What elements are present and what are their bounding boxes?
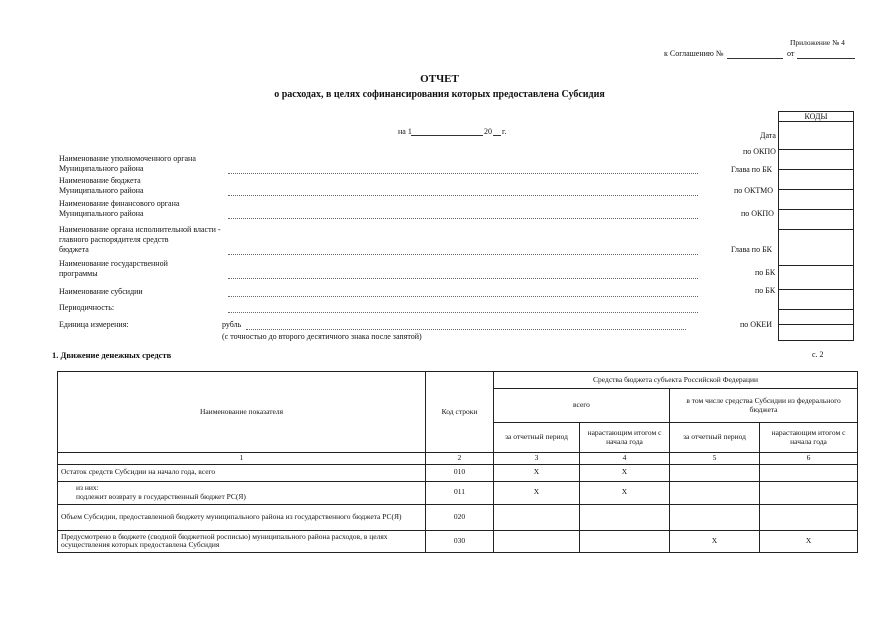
row-cell[interactable]: X (494, 464, 580, 481)
code-bk-3[interactable] (778, 266, 854, 290)
field-fill-line[interactable] (228, 296, 698, 297)
field-label: Муниципального района (59, 209, 144, 218)
table-row (58, 530, 858, 552)
row-name: Объем Субсидии, предоставленной бюджету муниципального района из государственного бюджета РС(Я) (58, 504, 426, 530)
row-code: 010 (426, 464, 494, 481)
field-fill-line[interactable] (228, 195, 698, 196)
header-period-fed: за отчетный период (670, 423, 760, 453)
report-title: ОТЧЕТ (420, 73, 459, 85)
section-title: 1. Движение денежных средств (52, 350, 172, 360)
agreement-from: от (787, 49, 795, 58)
row-cell[interactable] (670, 464, 760, 481)
field-label: Единица измерения: (59, 320, 129, 329)
unit-fill-line[interactable] (246, 329, 686, 330)
column-number: 6 (760, 453, 858, 465)
row-cell[interactable] (760, 504, 858, 530)
codes-label-okpo-2: по ОКПО (741, 209, 774, 218)
appendix-label: Приложение № 4 (790, 38, 845, 47)
column-number: 1 (58, 453, 426, 465)
column-number: 4 (580, 453, 670, 465)
column-number: 2 (426, 453, 494, 465)
agreement-number-line[interactable] (727, 58, 783, 59)
codes-label-bk-4: по БК (755, 286, 776, 295)
row-code: 011 (426, 481, 494, 504)
cash-flow-table (57, 371, 858, 553)
field-label: Наименование финансового органа (59, 199, 180, 208)
row-name: подлежит возврату в государственный бюджет РС(Я) (76, 491, 246, 501)
row-cell[interactable]: X (494, 481, 580, 504)
codes-header: КОДЫ (778, 111, 854, 122)
unit-note: (с точностью до второго десятичного знака после запятой) (222, 332, 422, 341)
field-fill-line[interactable] (228, 278, 698, 279)
code-okpo[interactable] (778, 150, 854, 170)
row-cell[interactable] (580, 530, 670, 552)
codes-box (778, 111, 855, 341)
row-cell[interactable] (494, 504, 580, 530)
field-fill-line[interactable] (228, 218, 698, 219)
table-row (58, 464, 858, 481)
code-okpo-2[interactable] (778, 210, 854, 230)
row-name-prefix: из них: (76, 483, 99, 492)
header-total: всего (494, 389, 670, 423)
code-bk[interactable] (778, 170, 854, 190)
field-label: Наименование органа исполнительной власти - (59, 225, 221, 234)
column-number: 5 (670, 453, 760, 465)
header-funds: Средства бюджета субъекта Российской Федерации (494, 372, 858, 389)
codes-label-date: Дата (760, 131, 776, 140)
table-row (58, 481, 858, 504)
column-number: 3 (494, 453, 580, 465)
code-empty[interactable] (778, 310, 854, 325)
field-label: программы (59, 269, 98, 278)
date-year: 20 (484, 127, 492, 136)
row-cell[interactable] (670, 481, 760, 504)
codes-label-oktmo: по ОКТМО (734, 186, 774, 195)
row-cell[interactable] (494, 530, 580, 552)
page-number: с. 2 (812, 350, 824, 359)
field-label: Муниципального района (59, 164, 144, 173)
row-cell[interactable]: X (580, 464, 670, 481)
report-subtitle: о расходах, в целях софинансирования которых предоставлена Субсидия (274, 89, 605, 100)
row-code: 020 (426, 504, 494, 530)
codes-label-okei: по ОКЕИ (740, 320, 773, 329)
year-line[interactable] (493, 135, 501, 136)
header-indicator-name: Наименование показателя (58, 372, 426, 453)
row-code: 030 (426, 530, 494, 552)
header-period: за отчетный период (494, 423, 580, 453)
row-name-group (58, 481, 426, 504)
header-including: в том числе средства Субсидии из федерального бюджета (670, 389, 858, 423)
agreement-prefix: к Соглашению № (664, 49, 724, 58)
field-label: Периодичность: (59, 303, 115, 312)
field-fill-line[interactable] (228, 312, 698, 313)
header-cumulative-fed: нарастающим итогом с начала года (760, 423, 858, 453)
row-cell[interactable] (580, 504, 670, 530)
date-line[interactable] (411, 135, 483, 136)
row-cell[interactable] (760, 481, 858, 504)
field-label: Муниципального района (59, 186, 144, 195)
table-row (58, 504, 858, 530)
field-label: Наименование государственной (59, 259, 168, 268)
field-fill-line[interactable] (228, 173, 698, 174)
unit-value: рубль (222, 320, 242, 329)
code-date[interactable] (778, 122, 854, 150)
row-cell[interactable]: X (670, 530, 760, 552)
field-label: Наименование уполномоченного органа (59, 154, 196, 163)
row-cell[interactable] (670, 504, 760, 530)
field-fill-line[interactable] (228, 254, 698, 255)
field-label: главного распорядителя средств (59, 235, 169, 244)
field-label: Наименование бюджета (59, 176, 141, 185)
code-okei[interactable] (778, 325, 854, 341)
codes-label-bk-3: по БК (755, 268, 776, 277)
code-bk-4[interactable] (778, 290, 854, 310)
codes-label-okpo: по ОКПО (743, 147, 776, 156)
date-prefix: на 1 (398, 127, 412, 136)
field-label: бюджета (59, 245, 89, 254)
code-bk-2[interactable] (778, 230, 854, 266)
code-oktmo[interactable] (778, 190, 854, 210)
row-cell[interactable] (760, 464, 858, 481)
header-cumulative: нарастающим итогом с начала года (580, 423, 670, 453)
codes-label-bk-2: Глава по БК (731, 245, 772, 254)
agreement-date-line[interactable] (797, 58, 855, 59)
row-cell[interactable]: X (580, 481, 670, 504)
row-name: Остаток средств Субсидии на начало года, всего (58, 464, 426, 481)
row-cell[interactable]: X (760, 530, 858, 552)
header-row-code: Код строки (426, 372, 494, 453)
codes-label-bk: Глава по БК (731, 165, 772, 174)
date-suffix: г. (502, 127, 507, 136)
field-label: Наименование субсидии (59, 287, 143, 296)
row-name: Предусмотрено в бюджете (сводной бюджетной росписью) муниципального района расходов, в целях осуществления которых предоставлена Субсидия (58, 530, 426, 552)
